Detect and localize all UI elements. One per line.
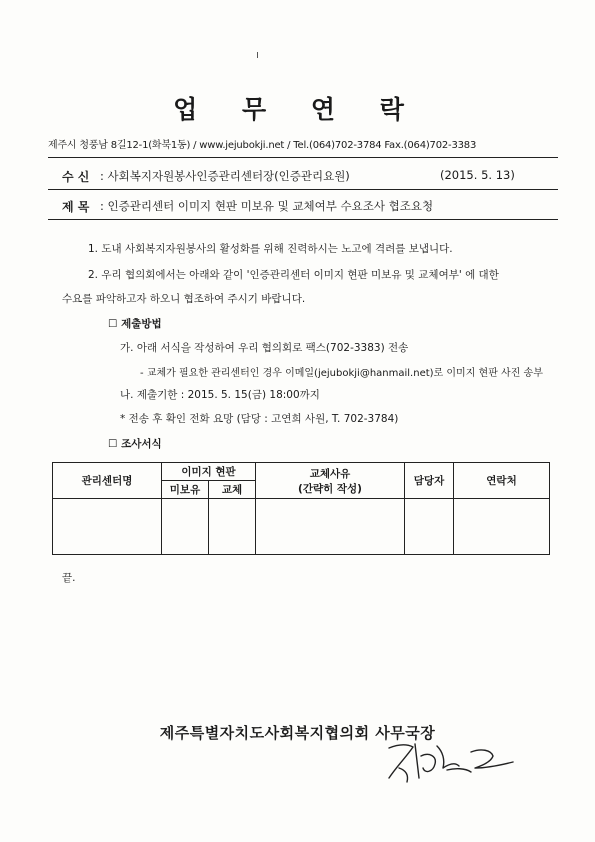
handwritten-signature [385,738,520,788]
item-note: * 전송 후 확인 전화 요망 (담당 : 고연희 사원, T. 702-3784) [120,413,399,425]
header-reason-line-2: (간략히 작성) [298,482,362,495]
paragraph-2-line-2: 수요를 파악하고자 하오니 협조하여 주시기 바랍니다. [62,293,306,305]
cell-not-owned [162,499,209,555]
end-mark: 끝. [62,572,76,584]
header-contact: 연락처 [454,463,550,499]
document-date: (2015. 5. 13) [440,168,515,182]
scan-mark [257,52,258,58]
signatory: 제주특별자치도사회복지협의회 사무국장 [159,724,436,742]
header-center-name: 관리센터명 [53,463,162,499]
divider-middle [48,189,558,190]
cell-replace [209,499,256,555]
header-reason-line-1: 교체사유 [309,467,351,480]
section-survey-form: ☐ 조사서식 [108,438,162,450]
table-row [53,499,550,555]
recipient-label: 수 신 [62,170,90,184]
item-ga-sub: - 교체가 필요한 관리센터인 경우 이메일(jejubokji@hanmail.net)로 이미지 현판 사진 송부 [140,368,543,379]
subject-label: 제 목 [62,200,90,214]
survey-table [52,462,550,555]
header-not-owned: 미보유 [162,481,209,499]
cell-reason [256,499,405,555]
document-title: 업 무 연 락 [173,95,422,124]
header-replace: 교체 [209,481,256,499]
recipient-value: : 사회복지자원봉사인증관리센터장(인증관리요원) [100,169,350,183]
cell-manager [405,499,454,555]
header-reason [256,463,405,499]
header-image-plate: 이미지 현판 [162,463,256,481]
section-submission-method: ☐ 제출방법 [108,318,162,330]
header-manager: 담당자 [405,463,454,499]
divider-top [48,157,558,158]
divider-bottom [48,219,558,220]
item-ga: 가. 아래 서식을 작성하여 우리 협의회로 팩스(702-3383) 전송 [120,342,409,354]
sender-address: 제주시 청풍남 8길12-1(화북1동) / www.jejubokji.net / Tel.(064)702-3784 Fax.(064)702-3383 [48,140,477,151]
cell-contact [454,499,550,555]
paragraph-1: 1. 도내 사회복지자원봉사의 활성화를 위해 진력하시는 노고에 격려를 보냅니다. [88,243,453,255]
cell-center-name [53,499,162,555]
item-na: 나. 제출기한 : 2015. 5. 15(금) 18:00까지 [120,389,320,401]
paragraph-2-line-1: 2. 우리 협의회에서는 아래와 같이 '인증관리센터 이미지 현판 미보유 및 교체여부' 에 대한 [88,269,499,281]
subject-value: : 인증관리센터 이미지 현판 미보유 및 교체여부 수요조사 협조요청 [100,199,434,213]
